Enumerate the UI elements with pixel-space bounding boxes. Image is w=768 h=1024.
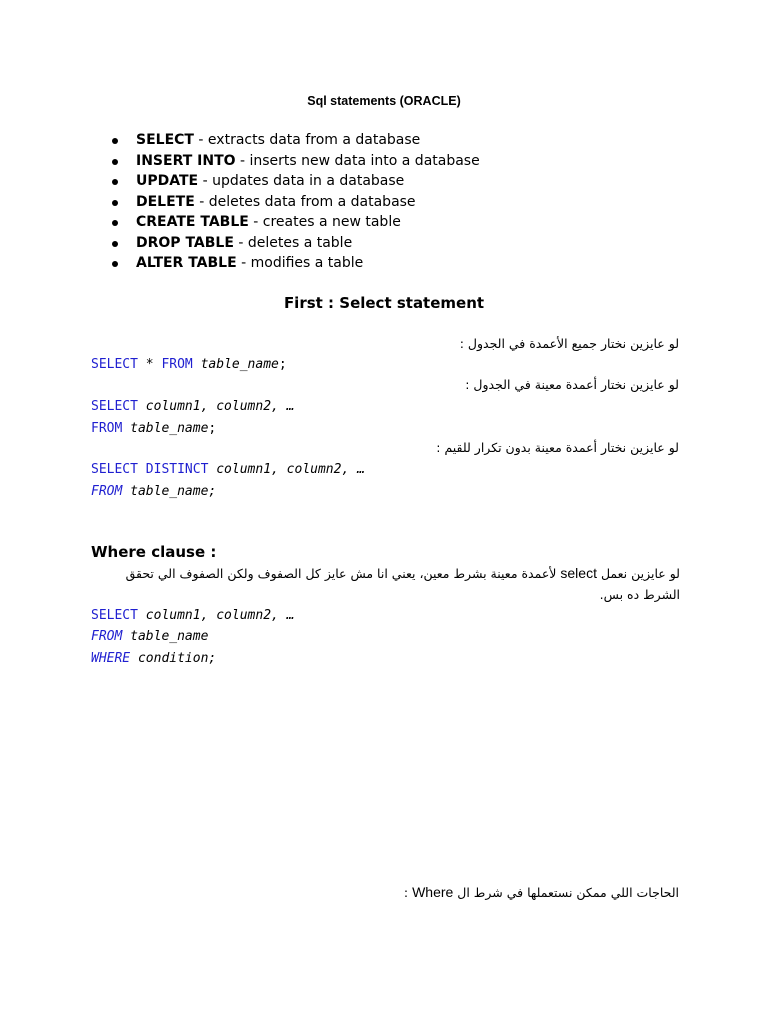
- code-keyword: SELECT: [91, 357, 138, 372]
- footer-note-text: الحاجات اللي ممكن نستعملها في شرط ال: [453, 885, 679, 900]
- code-keyword: FROM: [161, 357, 193, 372]
- code-text: *: [137, 357, 162, 372]
- code-select-columns-line2: [91, 421, 216, 436]
- list-item: [112, 212, 480, 233]
- statement-desc: - inserts new data into a database: [235, 152, 480, 169]
- code-keyword: SELECT DISTINCT: [91, 462, 209, 477]
- code-select-distinct-line2: [91, 484, 216, 499]
- code-identifier: table_name: [122, 421, 209, 436]
- note-all-columns: لو عايزين نختار جميع الأعمدة في الجدول :: [459, 336, 679, 351]
- footer-note-keyword: Where: [412, 884, 454, 900]
- list-item: [112, 171, 480, 192]
- statement-keyword: SELECT: [136, 132, 194, 148]
- code-select-distinct-line1: [91, 462, 365, 477]
- bullet-icon: [112, 138, 118, 144]
- code-identifier: table_name: [122, 629, 209, 644]
- statement-desc: - creates a new table: [248, 214, 401, 230]
- list-item: [112, 233, 480, 254]
- code-identifier: column1, column2, …: [137, 608, 295, 623]
- statement-desc: - updates data in a database: [198, 173, 405, 189]
- where-note-keyword: select: [560, 565, 597, 581]
- statement-keyword: UPDATE: [136, 173, 199, 189]
- statements-list: [112, 130, 480, 274]
- statement-desc: - deletes data from a database: [194, 193, 416, 210]
- bullet-icon: [112, 159, 118, 165]
- code-text: ;: [278, 357, 287, 372]
- where-note-text: لو عايزين نعمل: [596, 566, 680, 581]
- document-title: Sql statements (ORACLE): [307, 94, 461, 108]
- statement-desc: - deletes a table: [233, 234, 353, 251]
- code-select-all: [91, 357, 287, 372]
- code-keyword: SELECT: [91, 399, 138, 414]
- footer-note-text: :: [403, 885, 413, 900]
- select-section-heading: First : Select statement: [283, 294, 485, 312]
- bullet-icon: [112, 179, 118, 185]
- code-identifier: table_name: [192, 357, 279, 372]
- note-distinct: لو عايزين نختار أعمدة معينة بدون تكرار للقيم :: [436, 440, 679, 455]
- list-item: [112, 192, 480, 213]
- list-item: [112, 253, 480, 274]
- statement-desc: - modifies a table: [236, 255, 364, 271]
- code-keyword: FROM: [91, 421, 123, 436]
- statement-keyword: DELETE: [136, 193, 195, 210]
- code-where-line2: [91, 629, 208, 644]
- code-keyword: SELECT: [91, 608, 138, 623]
- bullet-icon: [112, 200, 118, 206]
- where-note-text: لأعمدة معينة بشرط معين، يعني انا مش عايز كل الصفوف ولكن الصفوف الي تحقق الشرط ده بس.: [125, 566, 680, 602]
- code-where-line1: [91, 608, 295, 623]
- statement-desc: - extracts data from a database: [193, 132, 421, 148]
- code-identifier: column1, column2, …: [137, 399, 295, 414]
- code-keyword: WHERE: [91, 651, 131, 666]
- code-identifier: condition;: [130, 651, 217, 666]
- code-identifier: column1, column2, …: [208, 462, 365, 477]
- where-note: [90, 563, 680, 605]
- list-item: [112, 151, 480, 172]
- code-identifier: table_name;: [122, 484, 217, 499]
- code-text: ;: [208, 421, 217, 436]
- footer-note: [404, 884, 679, 900]
- list-item: [112, 130, 480, 151]
- code-where-line3: [91, 651, 216, 666]
- where-section-heading: Where clause :: [91, 543, 217, 561]
- statement-keyword: ALTER TABLE: [136, 255, 237, 271]
- bullet-icon: [112, 261, 118, 267]
- statement-keyword: CREATE TABLE: [136, 214, 249, 230]
- code-keyword: FROM: [91, 629, 123, 644]
- statement-keyword: INSERT INTO: [136, 152, 236, 169]
- code-select-columns-line1: [91, 399, 295, 414]
- statement-keyword: DROP TABLE: [136, 234, 234, 251]
- bullet-icon: [112, 220, 118, 226]
- code-keyword: FROM: [91, 484, 123, 499]
- bullet-icon: [112, 241, 118, 247]
- note-some-columns: لو عايزين نختار أعمدة معينة في الجدول :: [465, 377, 679, 392]
